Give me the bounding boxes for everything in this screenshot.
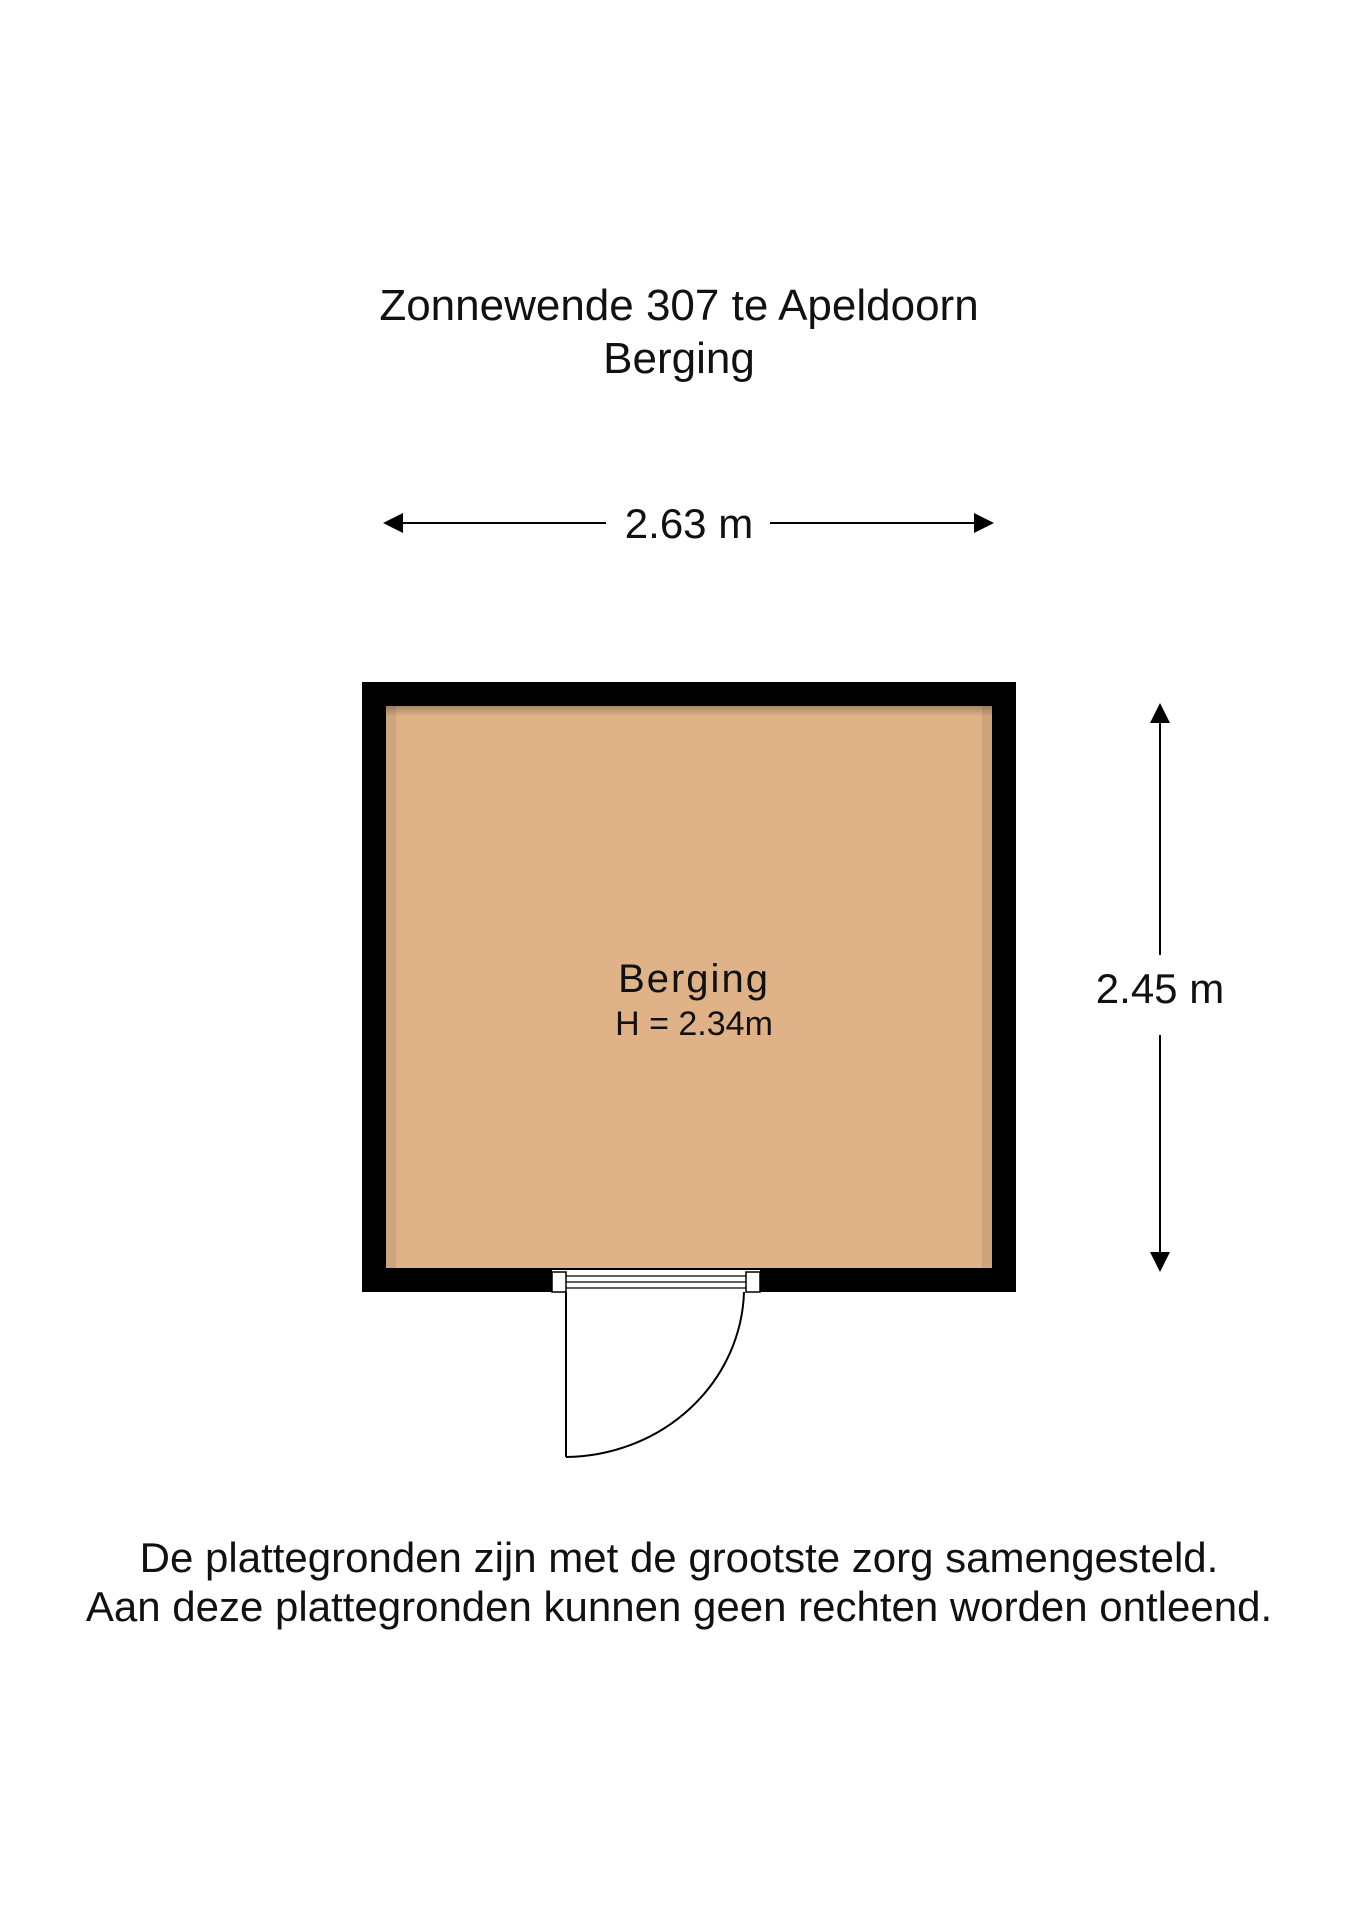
plan-floor-title: Berging [603, 334, 755, 383]
room-berging [362, 682, 1016, 1292]
wall-shadow-right [982, 706, 992, 1268]
depth-dimension [1096, 705, 1224, 1270]
room-height-label: H = 2.34m [615, 1005, 773, 1043]
width-label: 2.63 m [624, 500, 754, 547]
room-name-label: Berging [618, 957, 770, 1001]
disclaimer-line-2: Aan deze plattegronden kunnen geen rechten worden ontleend. [85, 1583, 1273, 1630]
disclaimer-line-1: De plattegronden zijn met de grootste zorg samengesteld. [139, 1534, 1219, 1581]
depth-label: 2.45 m [1095, 965, 1225, 1012]
door-swing-arc [566, 1292, 744, 1457]
door-frame-left [552, 1272, 566, 1292]
wall-shadow-top [386, 706, 992, 716]
plan-address-title: Zonnewende 307 te Apeldoorn [379, 281, 979, 330]
door-frame-right [746, 1272, 760, 1292]
wall-shadow-left [386, 706, 396, 1268]
door [552, 1270, 760, 1457]
width-dimension [385, 500, 992, 547]
